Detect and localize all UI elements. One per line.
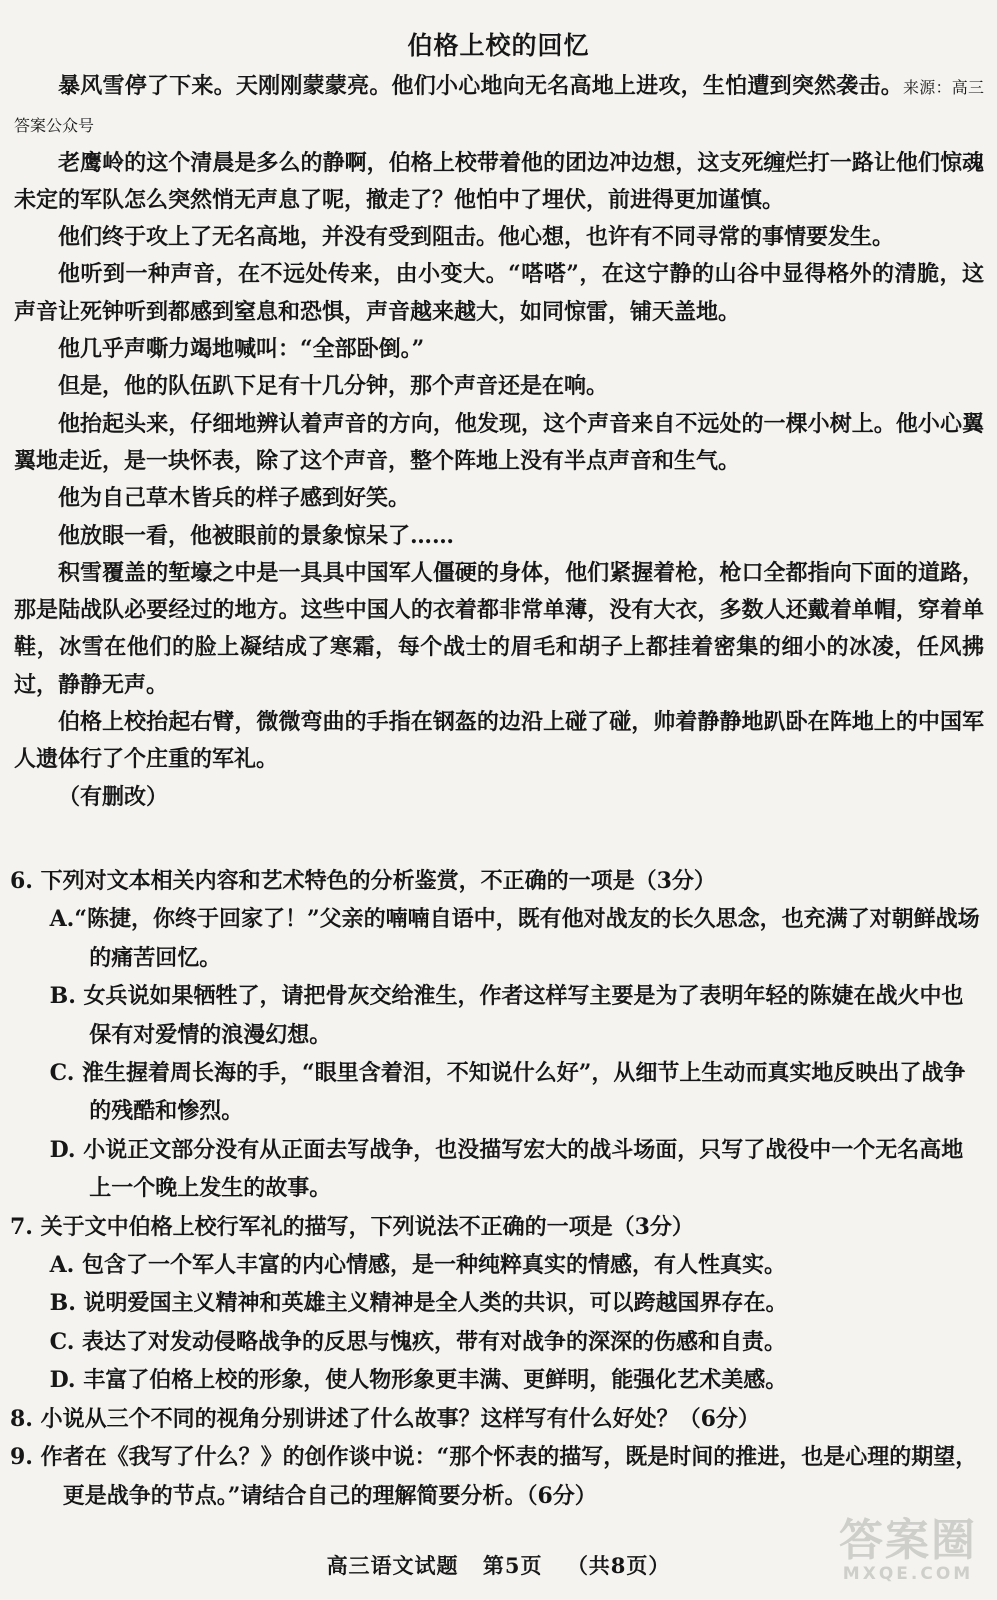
option-d: D. 小说正文部分没有从正面去写战争，也没描写宏大的战斗场面，只写了战役中一个无名高地上一个晚上发生的故事。 <box>49 1136 964 1202</box>
question-stem: 9. 作者在《我写了什么？》的创作谈中说：“那个怀表的描写，既是时间的推进，也是心理的期望，更是战争的节点。”请结合自己的理解简要分析。（6分） <box>10 1444 978 1509</box>
option-a: A. 包含了一个军人丰富的内心情感，是一种纯粹真实的情感，有人性真实。 <box>49 1252 786 1279</box>
passage-title: 伯格上校的回忆 <box>407 31 590 60</box>
paragraph: 积雪覆盖的堑壕之中是一具具中国军人僵硬的身体，他们紧握着枪，枪口全都指向下面的道路，那是陆战队必要经过的地方。这些中国人的衣着都非常单薄，没有大衣，多数人还戴着单帽，穿着单鞋，冰雪在他们的脸上凝结成了寒霜，每个战士的眉毛和胡子上都挂着密集的细小的冰凌，任风拂过，静静无声。 <box>14 559 984 698</box>
source-tag: 来源：高三答案公众号 <box>14 78 984 136</box>
option-d: D. 丰富了伯格上校的形象，使人物形象更丰满、更鲜明，能强化艺术美感。 <box>49 1367 788 1394</box>
question-8 <box>10 1400 980 1438</box>
paragraph: 他们终于攻上了无名高地，并没有受到阻击。他心想，也许有不同寻常的事情要发生。 <box>58 224 895 251</box>
question-stem: 7. 关于文中伯格上校行军礼的描写，下列说法不正确的一项是（3分） <box>10 1213 694 1240</box>
paragraph: 他几乎声嘶力竭地喊叫：“全部卧倒。” <box>58 336 425 363</box>
option-b: B. 说明爱国主义精神和英雄主义精神是全人类的共识，可以跨越国界存在。 <box>49 1290 788 1317</box>
paragraph: 他为自己草木皆兵的样子感到好笑。 <box>58 485 411 512</box>
question-9 <box>10 1438 980 1515</box>
option-a: A.“陈捷，你终于回家了！”父亲的喃喃自语中，既有他对战友的长久思念，也充满了对朝鲜战场的痛苦回忆。 <box>49 906 980 971</box>
watermark-logo <box>833 1515 983 1584</box>
question-stem: 8. 小说从三个不同的视角分别讲述了什么故事？这样写有什么好处？（6分） <box>10 1405 760 1432</box>
footer-subject: 高三语文试题 <box>326 1553 459 1578</box>
option-c: C. 表达了对发动侵略战争的反思与愧疚，带有对战争的深深的伤感和自责。 <box>49 1328 787 1355</box>
paragraph-text: 暴风雪停了下来。天刚刚蒙蒙亮。他们小心地向无名高地上进攻，生怕遭到突然袭击。 <box>58 73 904 99</box>
watermark-url: MXQE.COM <box>842 1564 974 1584</box>
question-6 <box>10 862 980 1208</box>
question-list <box>10 862 980 1515</box>
paragraph: 伯格上校抬起右臂，微微弯曲的手指在钢盔的边沿上碰了碰，帅着静静地趴卧在阵地上的中国军人遗体行了个庄重的军礼。 <box>14 709 984 773</box>
passage-body <box>14 68 984 816</box>
footer-page-total: （共8页） <box>566 1553 671 1578</box>
paragraph: 他听到一种声音，在不远处传来，由小变大。“嗒嗒”，在这宁静的山谷中显得格外的清脆，这声音让死钟听到都感到窒息和恐惧，声音越来越大，如同惊雷，铺天盖地。 <box>14 261 984 325</box>
watermark-glyph: 答案圈 <box>839 1515 977 1566</box>
edit-note: （有删改） <box>58 783 169 810</box>
paragraph: 他抬起头来，仔细地辨认着声音的方向，他发现，这个声音来自不远处的一棵小树上。他小心翼翼地走近，是一块怀表，除了这个声音，整个阵地上没有半点声音和生气。 <box>14 410 984 474</box>
option-c: C. 淮生握着周长海的手，“眼里含着泪，不知说什么好”，从细节上生动而真实地反映出了战争的残酷和惨烈。 <box>49 1060 966 1125</box>
paragraph: 老鹰岭的这个清晨是多么的静啊，伯格上校带着他的团边冲边想，这支死缠烂打一路让他们惊魂未定的军队怎么突然悄无声息了呢，撤走了？他怕中了埋伏，前进得更加谨慎。 <box>14 149 984 213</box>
paragraph: 但是，他的队伍趴下足有十几分钟，那个声音还是在响。 <box>58 373 609 400</box>
option-b: B. 女兵说如果牺牲了，请把骨灰交给淮生，作者这样写主要是为了表明年轻的陈婕在战火中也保有对爱情的浪漫幻想。 <box>49 983 964 1048</box>
question-7 <box>10 1208 980 1400</box>
paragraph <box>14 68 984 145</box>
question-stem: 6. 下列对文本相关内容和艺术特色的分析鉴赏，不正确的一项是（3分） <box>10 868 716 894</box>
footer-page-number: 第5页 <box>482 1553 543 1578</box>
paragraph: 他放眼一看，他被眼前的景象惊呆了…… <box>58 522 455 549</box>
